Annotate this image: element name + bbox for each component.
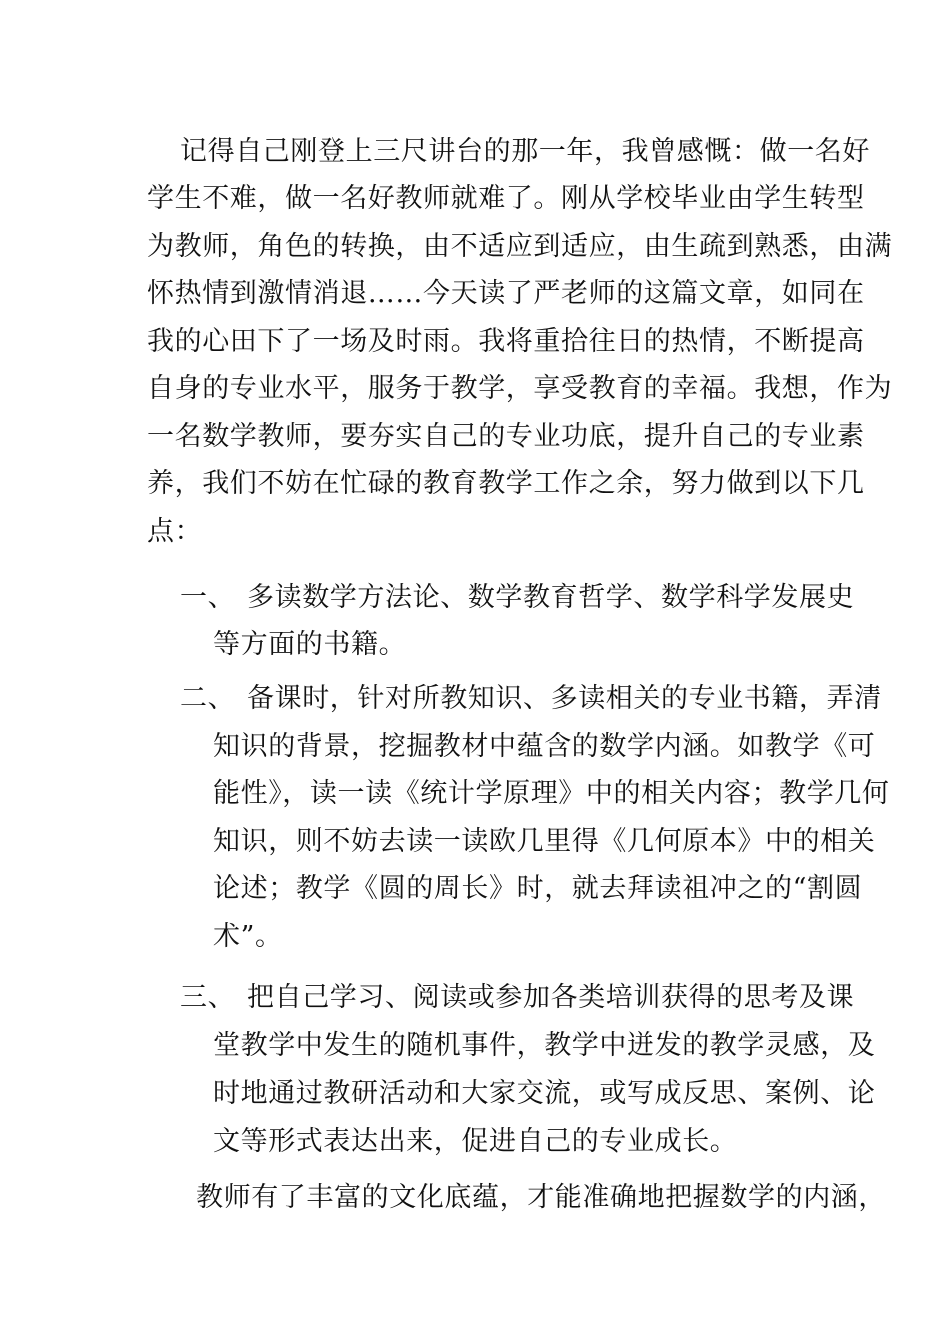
intro-line: 自身的专业水平，服务于教学，享受教育的幸福。我想，作为: [147, 373, 893, 404]
intro-line: 我的心田下了一场及时雨。我将重拾往日的热情，不断提高: [147, 326, 865, 357]
list-item-text: 术”。: [213, 921, 283, 952]
list-item-number: 一、: [180, 582, 236, 613]
list-item-text: 知识，则不妨去读一读欧几里得《几何原本》中的相关: [213, 826, 876, 857]
list-item-text: 时地通过教研活动和大家交流，或写成反思、案例、论: [213, 1078, 876, 1109]
list-item-text: 等方面的书籍。: [213, 629, 407, 660]
list-item-text: 把自己学习、阅读或参加各类培训获得的思考及课: [247, 982, 855, 1013]
list-item-text: 多读数学方法论、数学教育哲学、数学科学发展史: [247, 582, 855, 613]
intro-line: 一名数学教师，要夯实自己的专业功底，提升自己的专业素: [147, 421, 865, 452]
intro-line: 为教师，角色的转换，由不适应到适应，由生疏到熟悉，由满: [147, 231, 893, 262]
intro-line: 点：: [147, 516, 203, 547]
list-item-text: 能性》，读一读《统计学原理》中的相关内容；教学几何: [213, 778, 890, 809]
list-item-number: 三、: [180, 982, 236, 1013]
intro-line: 怀热情到激情消退……今天读了严老师的这篇文章，如同在: [147, 278, 865, 309]
intro-line: 记得自己刚登上三尺讲台的那一年，我曾感慨：做一名好: [180, 136, 870, 167]
intro-line: 学生不难，做一名好教师就难了。刚从学校毕业由学生转型: [147, 183, 865, 214]
intro-line: 养，我们不妨在忙碌的教育教学工作之余，努力做到以下几: [147, 468, 865, 499]
closing-line: 教师有了丰富的文化底蕴，才能准确地把握数学的内涵，: [196, 1182, 886, 1213]
list-item-text: 堂教学中发生的随机事件，教学中迸发的教学灵感，及: [213, 1030, 876, 1061]
list-item-text: 知识的背景，挖掘教材中蕴含的数学内涵。如教学《可: [213, 731, 876, 762]
list-item-text: 文等形式表达出来，促进自己的专业成长。: [213, 1126, 738, 1157]
list-item-number: 二、: [180, 683, 236, 714]
list-item-text: 论述；教学《圆的周长》时，就去拜读祖冲之的“割圆: [213, 873, 863, 904]
list-item-text: 备课时，针对所教知识、多读相关的专业书籍，弄清: [247, 683, 882, 714]
